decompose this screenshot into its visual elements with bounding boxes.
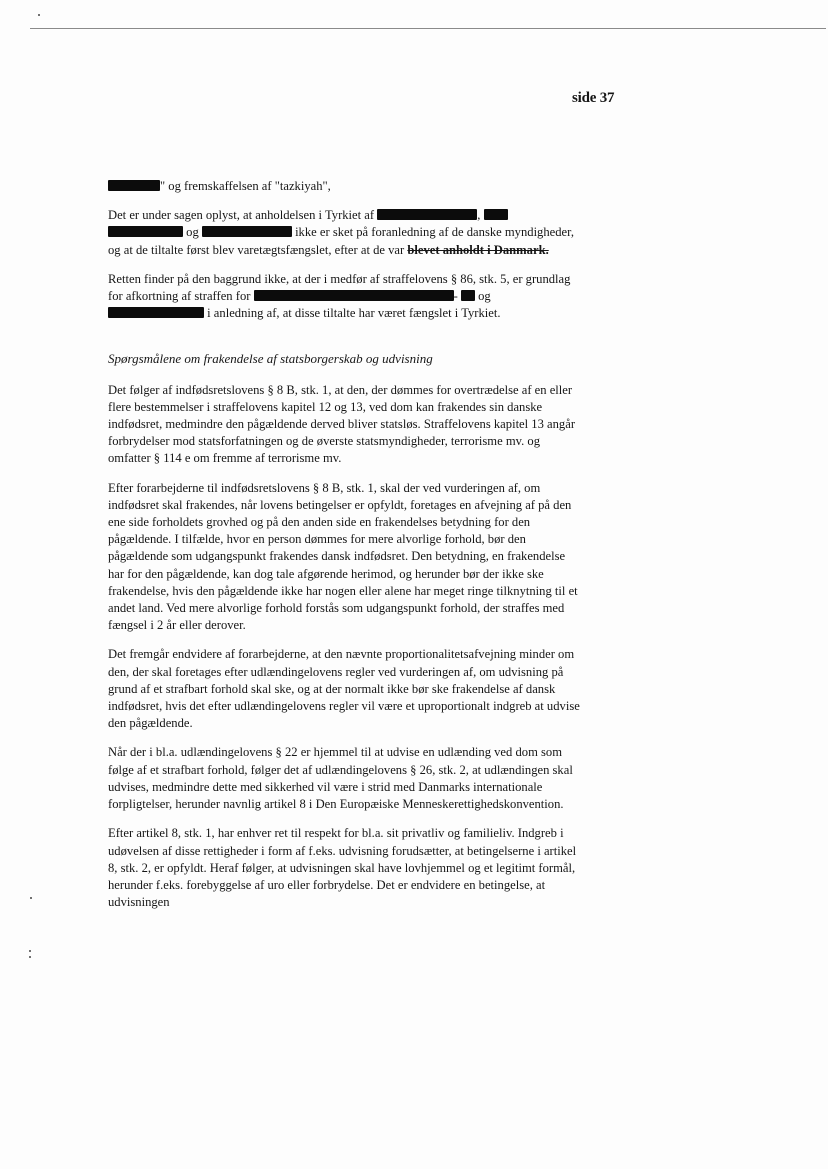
- redaction-bar: [202, 226, 292, 237]
- paragraph-text: Det er under sagen oplyst, at anholdelsen i Tyrkiet af: [108, 208, 375, 223]
- paragraph-text: blevet anholdt i Danmark.: [407, 242, 549, 257]
- redaction-bar: [484, 209, 508, 220]
- document-body: [108, 178, 583, 923]
- redaction-bar: [108, 226, 183, 237]
- paragraph: Efter artikel 8, stk. 1, har enhver ret til respekt for bl.a. sit privatliv og familieliv. Indgreb i udøvelsen af disse rettigheder i form af f.eks. udvisning forudsætter, at betingelserne i artikel 8, stk. 2, er opfyldt. Heraf følger, at udvisningen skal have lovhjemmel og et legitimt formål, herunder f.eks. forebyggelse af uro eller forbrydelse. Det er endvidere en betingelse, at udvisningen: [108, 826, 577, 910]
- paragraph: [108, 271, 583, 323]
- redaction-bar: [461, 290, 475, 301]
- scan-speck: [29, 950, 31, 952]
- paragraph-text: og: [186, 225, 199, 240]
- redaction-bar: [108, 307, 204, 318]
- paragraph: Det fremgår endvidere af forarbejderne, at den nævnte proportionalitetsafvejning minder om den, der skal foretages efter udlændingelovens regler ved vurderingen af, om udvisning på grund af et strafbart forhold skal ske, og at der normalt ikke bør ske frakendelse af dansk indfødsret, hvis det efter udlændingelovens regler vil være et uproportionalt indgreb at udvise den pågældende.: [108, 647, 580, 731]
- paragraph-text: " og fremskaffelsen af "tazkiyah",: [160, 179, 331, 193]
- paragraph: Det følger af indfødsretslovens § 8 B, stk. 1, at den, der dømmes for overtrædelse af en eller flere bestemmelser i straffelovens kapitel 12 og 13, ved dom kan frakendes sin danske indfødsret, medmindre den pågældende derved bliver statsløs. Straffelovens kapitel 13 angår forbrydelser mod statsforfatningen og de øverste statsmyndigheder, terrorisme mv. og omfatter § 114 e om fremme af terrorisme mv.: [108, 382, 576, 466]
- paragraph-text: ikke er sket på foranledning af de danske myndigheder, og at de tiltalte først blev varetægtsfængslet, efter at de var: [108, 225, 574, 257]
- redaction-bar: [254, 290, 454, 301]
- scan-speck: [30, 897, 32, 899]
- scan-speck: [38, 14, 40, 16]
- page-number: side 37: [572, 90, 615, 106]
- paragraph-text: -: [453, 289, 458, 304]
- paragraph: Når der i bl.a. udlændingelovens § 22 er hjemmel til at udvise en udlænding ved dom som følge af et strafbart forhold, følger det af udlændingelovens § 26, stk. 2, at udlændingen skal udvises, medmindre dette med sikkerhed vil være i strid med Danmarks internationale forpligtelser, herunder navnlig artikel 8 i Den Europæiske Menneskerettighedskonvention.: [108, 745, 573, 812]
- paragraph-text: i anledning af, at disse tiltalte har været fængslet i Tyrkiet.: [207, 306, 501, 321]
- scan-speck: [29, 956, 31, 958]
- paragraph-text: ,: [477, 208, 481, 223]
- section-heading: Spørgsmålene om frakendelse af statsborgerskab og udvisning: [108, 351, 433, 367]
- redaction-bar: [377, 209, 477, 220]
- scan-top-line: [30, 28, 826, 29]
- paragraph: [108, 207, 583, 259]
- paragraph: [108, 178, 583, 195]
- redaction-bar: [108, 180, 160, 191]
- paragraph: Efter forarbejderne til indfødsretslovens § 8 B, stk. 1, skal der ved vurderingen af, om indfødsret skal frakendes, når lovens betingelser er opfyldt, foretages en afvejning af på den ene side forholdets grovhed og på den anden side en frakendelses betydning for den pågældende. I tilfælde, hvor en person dømmes for mere alvorlige forhold, bør den pågældende som udgangspunkt frakendes dansk indfødsret. Den betydning, en frakendelse har for den pågældende, kan dog tale afgørende herimod, og herunder bør der ikke ske frakendelse, hvis den pågældende ikke har nogen eller alene har meget ringe tilknytning til et andet land. Ved mere alvorlige forhold forstås som udgangspunkt forhold, der straffes med fængsel i 2 år eller derover.: [108, 480, 578, 633]
- paragraph-text: og: [478, 289, 491, 304]
- paragraph-text: Retten finder på den baggrund ikke, at der i medfør af straffelovens § 86, stk. 5, er grundlag for afkortning af straffen for: [108, 271, 571, 304]
